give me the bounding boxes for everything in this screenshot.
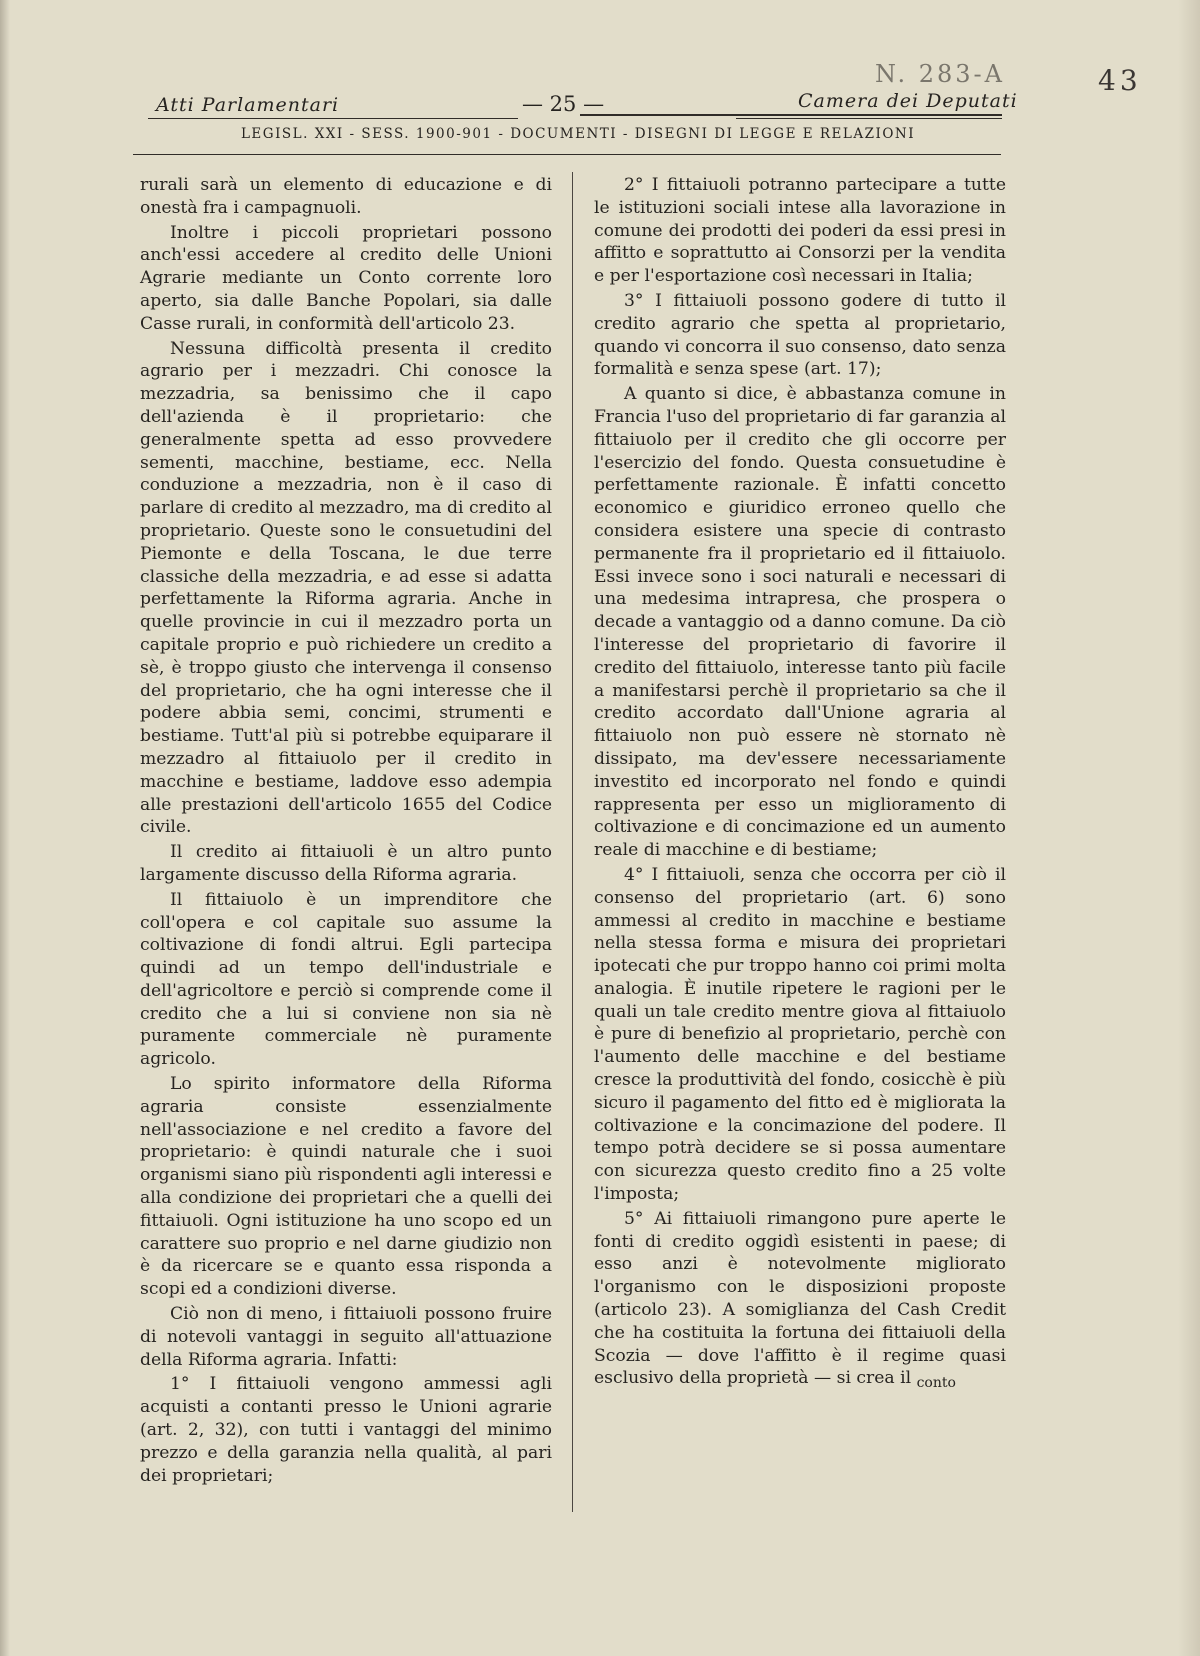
- paragraph-last: [594, 1208, 1006, 1395]
- paragraph: 4° I fittaiuoli, senza che occorra per ciò il consenso del proprietario (art. 6) sono ammessi al credito in macchine e bestiame nella stessa forma e misura dei proprietari ipotecati che pur troppo hanno coi primi molta analogia. È inutile ripetere le ragioni per le quali un tale credito mentre giova al fittaiuolo è pure di benefizio al proprietario, perchè con l'aumento delle macchine e del bestiame cresce la produttività del fondo, cosicchè è più sicuro il pagamento del fitto ed è migliorata la coltivazione e la concimazione del podere. Il tempo potrà decidere se si possa aumentare con sicurezza questo credito fino a 25 volte l'imposta;: [594, 864, 1006, 1205]
- paragraph: Lo spirito informatore della Riforma agraria consiste essenzialmente nell'associazione e nel credito a favore del proprietario: è quindi naturale che i suoi organismi siano più rispondenti agli interessi e alla condizione dei proprietari che a quelli dei fittaiuoli. Ogni istituzione ha uno scopo ed un carattere suo proprio e nel darne giudizio non è da ricercare se e quanto essa risponda a scopi ed a condizioni diverse.: [140, 1074, 552, 1300]
- paragraph: Il fittaiuolo è un imprenditore che coll'opera e col capitale suo assume la coltivazione di fondi altrui. Egli partecipa quindi ad un tempo dell'industriale e dell'agricoltore e perciò si comprende come il credito che a lui si conviene non sia nè puramente commerciale nè puramente agricolo.: [140, 889, 552, 1070]
- header-rule-right-thick: [580, 114, 1002, 116]
- header-rule-left: [148, 118, 518, 119]
- page-number: 43: [1098, 64, 1142, 97]
- paragraph: Nessuna difficoltà presenta il credito agrario per i mezzadri. Chi conosce la mezzadria, sa benissimo che il capo dell'azienda è il proprietario: che generalmente spetta ad esso provvedere sementi, macchine, bestiame, ecc. Nella conduzione a mezzadria, non è il caso di parlare di credito al mezzadro, ma di credito al proprietario. Queste sono le consuetudini del Piemonte e della Toscana, le due terre classiche della mezzadria, e ad esse si adatta perfettamente la Riforma agraria. Anche in quelle provincie in cui il mezzadro porta un capitale proprio e può richiedere un credito a sè, è troppo giusto che intervenga il consenso del proprietario, che ha ogni interesse che il podere abbia semi, concimi, strumenti e bestiame. Tutt'al più si potrebbe equiparare il mezzadro al fittaiuolo per il credito in macchine e bestiame, laddove esso adempia alle prestazioni dell'articolo 1655 del Codice civile.: [140, 338, 552, 838]
- header-atti-parlamentari: Atti Parlamentari: [156, 94, 340, 116]
- legislature-line: LEGISL. XXI - SESS. 1900-901 - DOCUMENTI - DISEGNI DI LEGGE E RELAZIONI: [240, 126, 916, 142]
- catchword: conto: [916, 1375, 956, 1392]
- paragraph: 2° I fittaiuoli potranno partecipare a tutte le istituzioni sociali intese alla lavorazione in comune dei prodotti dei poderi da essi presi in affitto e soprattutto ai Consorzi per la vendita e per l'esportazione così necessari in Italia;: [594, 175, 1006, 287]
- paragraph: 3° I fittaiuoli possono godere di tutto il credito agrario che spetta al proprietario, quando vi concorra il suo consenso, dato senza formalità e senza spese (art. 17);: [594, 290, 1006, 380]
- page-right-edge: [1178, 0, 1200, 1656]
- right-column: [594, 174, 1006, 1397]
- header-page-folio: — 25 —: [522, 92, 605, 116]
- paragraph: Il credito ai fittaiuoli è un altro punto largamente discusso della Riforma agraria.: [140, 842, 552, 885]
- paragraph-text: 5° Ai fittaiuoli rimangono pure aperte le fonti di credito oggidì esistenti in paese; di esso anzi è notevolmente migliorato l'organismo con le disposizioni proposte (articolo 23). A somiglianza del Cash Credit che ha costituita la fortuna dei fittaiuoli della Scozia — dove l'affitto è il regime quasi esclusivo della proprietà — si crea il: [594, 1208, 1006, 1389]
- header-camera-dei-deputati: Camera dei Deputati: [798, 90, 1018, 112]
- page-edge-shadow: [0, 0, 10, 1656]
- paragraph: rurali sarà un elemento di educazione e di onestà fra i campagnuoli.: [140, 175, 552, 218]
- paragraph: Inoltre i piccoli proprietari possono anch'essi accedere al credito delle Unioni Agrarie mediante un Conto corrente loro aperto, sia dalle Banche Popolari, sia dalle Casse rurali, in conformità dell'articolo 23.: [140, 222, 552, 334]
- column-divider: [572, 172, 573, 1512]
- document-number-stamp: N. 283-A: [875, 60, 1005, 88]
- header-rule-under: [133, 154, 1001, 155]
- paragraph: Ciò non di meno, i fittaiuoli possono fruire di notevoli vantaggi in seguito all'attuazione della Riforma agraria. Infatti:: [140, 1304, 552, 1370]
- paragraph: 1° I fittaiuoli vengono ammessi agli acquisti a contanti presso le Unioni agrarie (art. 2, 32), con tutti i vantaggi del minimo prezzo e della garanzia nella qualità, al pari dei proprietari;: [140, 1374, 552, 1486]
- header-rule-right-thin: [736, 118, 1002, 119]
- left-column: [140, 174, 552, 1489]
- paragraph: A quanto si dice, è abbastanza comune in Francia l'uso del proprietario di far garanzia al fittaiuolo per il credito che gli occorre per l'esercizio del fondo. Questa consuetudine è perfettamente razionale. È infatti concetto economico e giuridico erroneo quello che considera esistere una specie di contrasto permanente fra il proprietario ed il fittaiuolo. Essi invece sono i soci naturali e necessari di una medesima intrapresa, che prospera o decade a vantaggio od a danno comune. Da ciò l'interesse del proprietario di favorire il credito del fittaiuolo, interesse tanto più facile a manifestarsi perchè il proprietario sa che il credito accordato dall'Unione agraria al fittaiuolo non può essere nè stornato nè dissipato, ma dev'essere necessariamente investito ed incorporato nel fondo e quindi rappresenta per esso un miglioramento di coltivazione e di concimazione ed un aumento reale di macchine e di bestiame;: [594, 384, 1006, 861]
